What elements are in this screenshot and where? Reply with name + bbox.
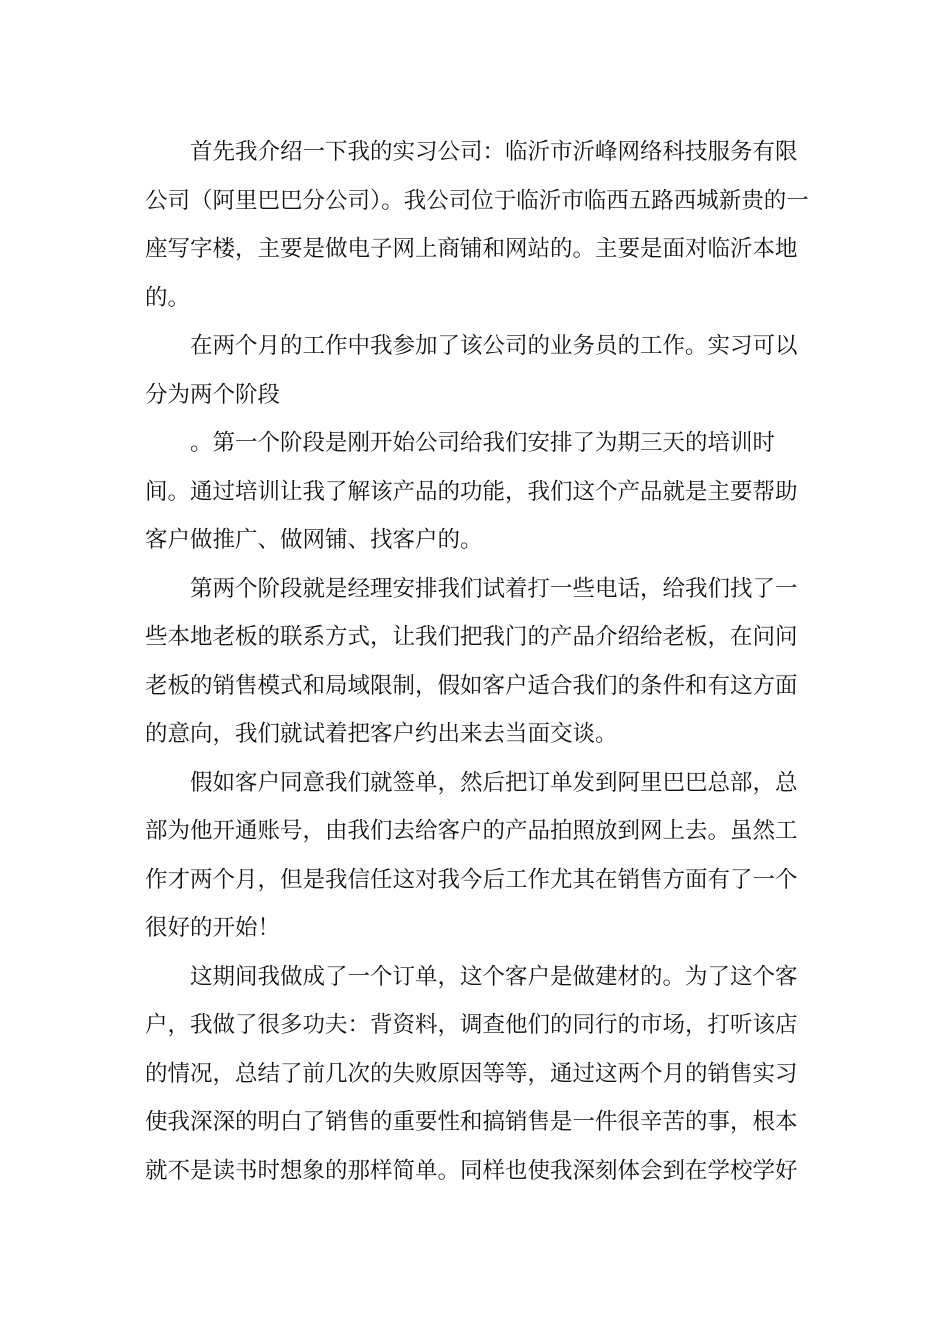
paragraph-5: 假如客户同意我们就签单，然后把订单发到阿里巴巴总部，总部为他开通账号，由我们去给客户的产品拍照放到网上去。虽然工作才两个月，但是我信任这对我今后工作尤其在销售方面有了一个很好的开始！ xyxy=(145,769,798,941)
document-body xyxy=(145,128,815,1195)
paragraph-1: 首先我介绍一下我的实习公司：临沂市沂峰网络科技服务有限公司（阿里巴巴分公司）。我公司位于临沂市临西五路西城新贵的一座写字楼，主要是做电子网上商铺和网站的。主要是面对临沂本地的。 xyxy=(145,139,809,311)
paragraph-2: 在两个月的工作中我参加了该公司的业务员的工作。实习可以分为两个阶段 xyxy=(145,333,798,408)
paragraph-3: 。第一个阶段是刚开始公司给我们安排了为期三天的培训时间。通过培训让我了解该产品的功能，我们这个产品就是主要帮助客户做推广、做网铺、找客户的。 xyxy=(145,430,798,553)
paragraph-6: 这期间我做成了一个订单，这个客户是做建材的。为了这个客户，我做了很多功夫：背资料，调查他们的同行的市场，打听该店的情况，总结了前几次的失败原因等等，通过这两个月的销售实习使我深深的明白了销售的重要性和搞销售是一件很辛苦的事，根本就不是读书时想象的那样简单。同样也使我深刻体会到在学校学好 xyxy=(145,963,798,1184)
paragraph-4: 第两个阶段就是经理安排我们试着打一些电话，给我们找了一些本地老板的联系方式，让我们把我门的产品介绍给老板，在问问老板的销售模式和局域限制，假如客户适合我们的条件和有这方面的意向，我们就试着把客户约出来去当面交谈。 xyxy=(145,575,798,747)
